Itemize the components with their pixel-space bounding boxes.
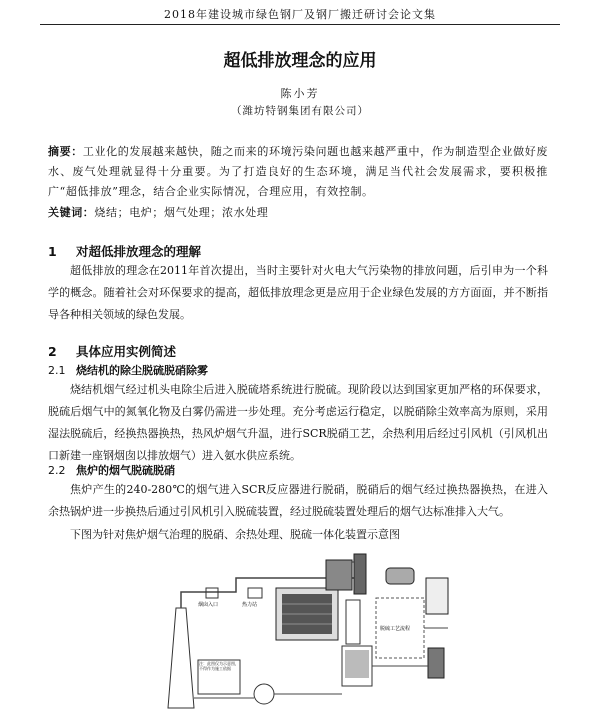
- stack-column: [354, 554, 366, 594]
- boiler-interior: [345, 650, 369, 678]
- keywords-label: 关键词：: [48, 206, 95, 219]
- subsection-2-2-paragraph: 焦炉产生的240-280℃的烟气进入SCR反应器进行脱硝，脱硝后的烟气经过换热器换热，在进入余热锅炉进一步换热后通过引风机引入脱硫装置，经过脱硫装置处理后的烟气达标准排入大气。: [48, 483, 548, 518]
- section-1-heading: [48, 242, 201, 260]
- section-1-title: 对超低排放理念的理解: [76, 244, 202, 259]
- subsection-2-2-heading: [48, 462, 175, 478]
- abstract-label: 摘要：: [48, 145, 83, 158]
- section-2-heading: [48, 342, 176, 360]
- section-2-number: 2: [48, 344, 57, 359]
- section-1-number: 1: [48, 244, 57, 259]
- author-affiliation: （潍坊特钢集团有限公司）: [231, 105, 369, 117]
- section-1-paragraph: 超低排放的理念在2011年首次提出，当时主要针对火电大气污染物的排放问题，后引申为一个科学的概念。随着社会对环保要求的提高，超低排放理念更是应用于企业绿色发展的方方面面，并不断指导各种相关领域的绿色发展。: [48, 264, 548, 321]
- figure-note: 注：此图仅为示意图，不得作为施工依据: [199, 661, 239, 671]
- figure-label-2: 热力站: [242, 602, 258, 608]
- subsection-2-2-number: 2.2: [48, 464, 66, 477]
- abstract-text: 工业化的发展越来越快，随之而来的环境污染问题也越来越严重中，作为制造型企业做好废水、废气处理就显得十分重要。为了打造良好的生态环境，满足当代社会发展需求，要积极推广“超低排放”理念，结合企业实际情况，合理应用，有效控制。: [48, 145, 548, 198]
- figure-intro: 下图为针对焦炉烟气治理的脱硝、余热处理、脱硫一体化装置示意图: [70, 528, 400, 541]
- storage-tank: [386, 568, 414, 584]
- keywords-text: 烧结；电炉；烟气处理；浓水处理: [94, 206, 269, 219]
- figure-label-1: 烟囱入口: [198, 602, 219, 608]
- pump-unit: [428, 648, 444, 678]
- paper-title: 超低排放理念的应用: [223, 51, 377, 71]
- subsection-2-1-number: 2.1: [48, 364, 66, 377]
- heat-exchanger: [326, 560, 352, 590]
- author-name: 陈小芳: [280, 87, 320, 100]
- keywords: [48, 204, 548, 220]
- header-rule: [40, 24, 560, 25]
- subsection-2-1-heading: [48, 362, 208, 378]
- abstract: [48, 142, 548, 202]
- figure-label-3: 脱硫工艺流程: [380, 626, 411, 632]
- control-cabinet: [426, 578, 448, 614]
- flue-gas-process-diagram: [136, 548, 466, 712]
- subsection-2-2-title: 焦炉的烟气脱硫脱硝: [76, 464, 175, 477]
- running-header: 2018年建设城市绿色钢厂及钢厂搬迁研讨会论文集: [164, 8, 436, 21]
- section-2-title: 具体应用实例简述: [76, 344, 177, 359]
- subsection-2-1-title: 烧结机的除尘脱硫脱硝除雾: [76, 364, 208, 377]
- subsection-2-1-paragraph: 烧结机烟气经过机头电除尘后进入脱硫塔系统进行脱硫。现阶段以达到国家更加严格的环保要求，脱硫后烟气中的氮氧化物及白雾仍需进一步处理。充分考虑运行稳定，以脱硝除尘效率高为原则，采用湿法脱硫后，经换热器换热，热风炉烟气升温，进行SCR脱硝工艺，余热利用后经过引风机（引风机出口新建一座钢烟囱以排放烟气）进入氨水供应系统。: [48, 383, 548, 462]
